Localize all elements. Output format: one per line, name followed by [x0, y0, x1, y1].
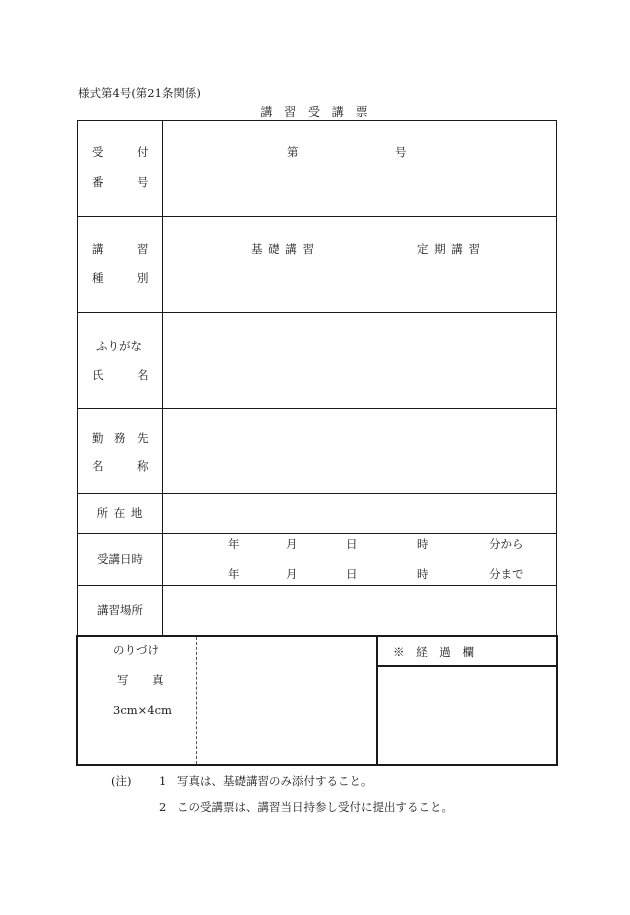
workplace-label-2a: 名	[92, 459, 104, 473]
reception-label-2a: 番	[92, 175, 104, 189]
end-month: 月	[286, 567, 298, 581]
name-label-a: 氏	[92, 368, 104, 382]
course-option-basic[interactable]: 基 礎 講 習	[251, 242, 315, 256]
reception-label-1b: 付	[137, 145, 149, 159]
course-type-label-2a: 種	[92, 271, 104, 285]
form-title: 講 習 受 講 票	[260, 105, 372, 119]
workplace-label-2b: 称	[137, 459, 149, 473]
note-1-number: 1	[159, 774, 167, 788]
start-year: 年	[228, 537, 240, 551]
end-minute-until: 分まで	[489, 567, 524, 581]
end-day: 日	[346, 567, 358, 581]
name-label-b: 名	[137, 368, 149, 382]
start-hour: 時	[417, 537, 429, 551]
start-minute-from: 分から	[489, 537, 524, 551]
reception-label-1a: 受	[92, 145, 104, 159]
course-type-label-1a: 講	[92, 242, 104, 256]
note-1-text: 写真は、基礎講習のみ添付すること。	[177, 774, 373, 788]
start-month: 月	[286, 537, 298, 551]
progress-title: ※ 経 過 欄	[393, 645, 478, 659]
note-2-number: 2	[159, 800, 167, 814]
end-hour: 時	[417, 567, 429, 581]
photo-glue-label: のりづけ	[113, 643, 159, 657]
note-2-text: この受講票は、講習当日持参し受付に提出すること。	[177, 800, 453, 814]
course-type-label-1b: 習	[137, 242, 149, 256]
address-field[interactable]	[168, 497, 548, 529]
reception-gou: 号	[395, 145, 407, 159]
workplace-label-1c: 先	[137, 431, 149, 445]
course-option-periodic[interactable]: 定 期 講 習	[417, 242, 481, 256]
course-type-label-2b: 別	[137, 271, 149, 285]
form-number: 様式第4号(第21条関係)	[78, 86, 201, 100]
datetime-label: 受講日時	[97, 552, 143, 566]
photo-label-b: 真	[152, 673, 164, 687]
workplace-label-1a: 勤	[92, 431, 104, 445]
workplace-label-1b: 務	[114, 431, 126, 445]
end-year: 年	[228, 567, 240, 581]
workplace-field[interactable]	[168, 414, 548, 488]
venue-field[interactable]	[168, 590, 548, 632]
progress-field[interactable]	[380, 670, 552, 760]
name-field[interactable]	[168, 318, 548, 402]
notes-label: (注)	[111, 774, 132, 788]
photo-label-a: 写	[117, 673, 129, 687]
start-day: 日	[346, 537, 358, 551]
reception-label-2b: 号	[137, 175, 149, 189]
address-label: 所 在 地	[96, 506, 144, 520]
venue-label: 講習場所	[97, 603, 143, 617]
reception-number-field[interactable]	[300, 130, 390, 160]
photo-size-label: 3cm×4cm	[113, 703, 172, 717]
reception-dai: 第	[287, 145, 299, 159]
furigana-label: ふりがな	[96, 339, 142, 353]
